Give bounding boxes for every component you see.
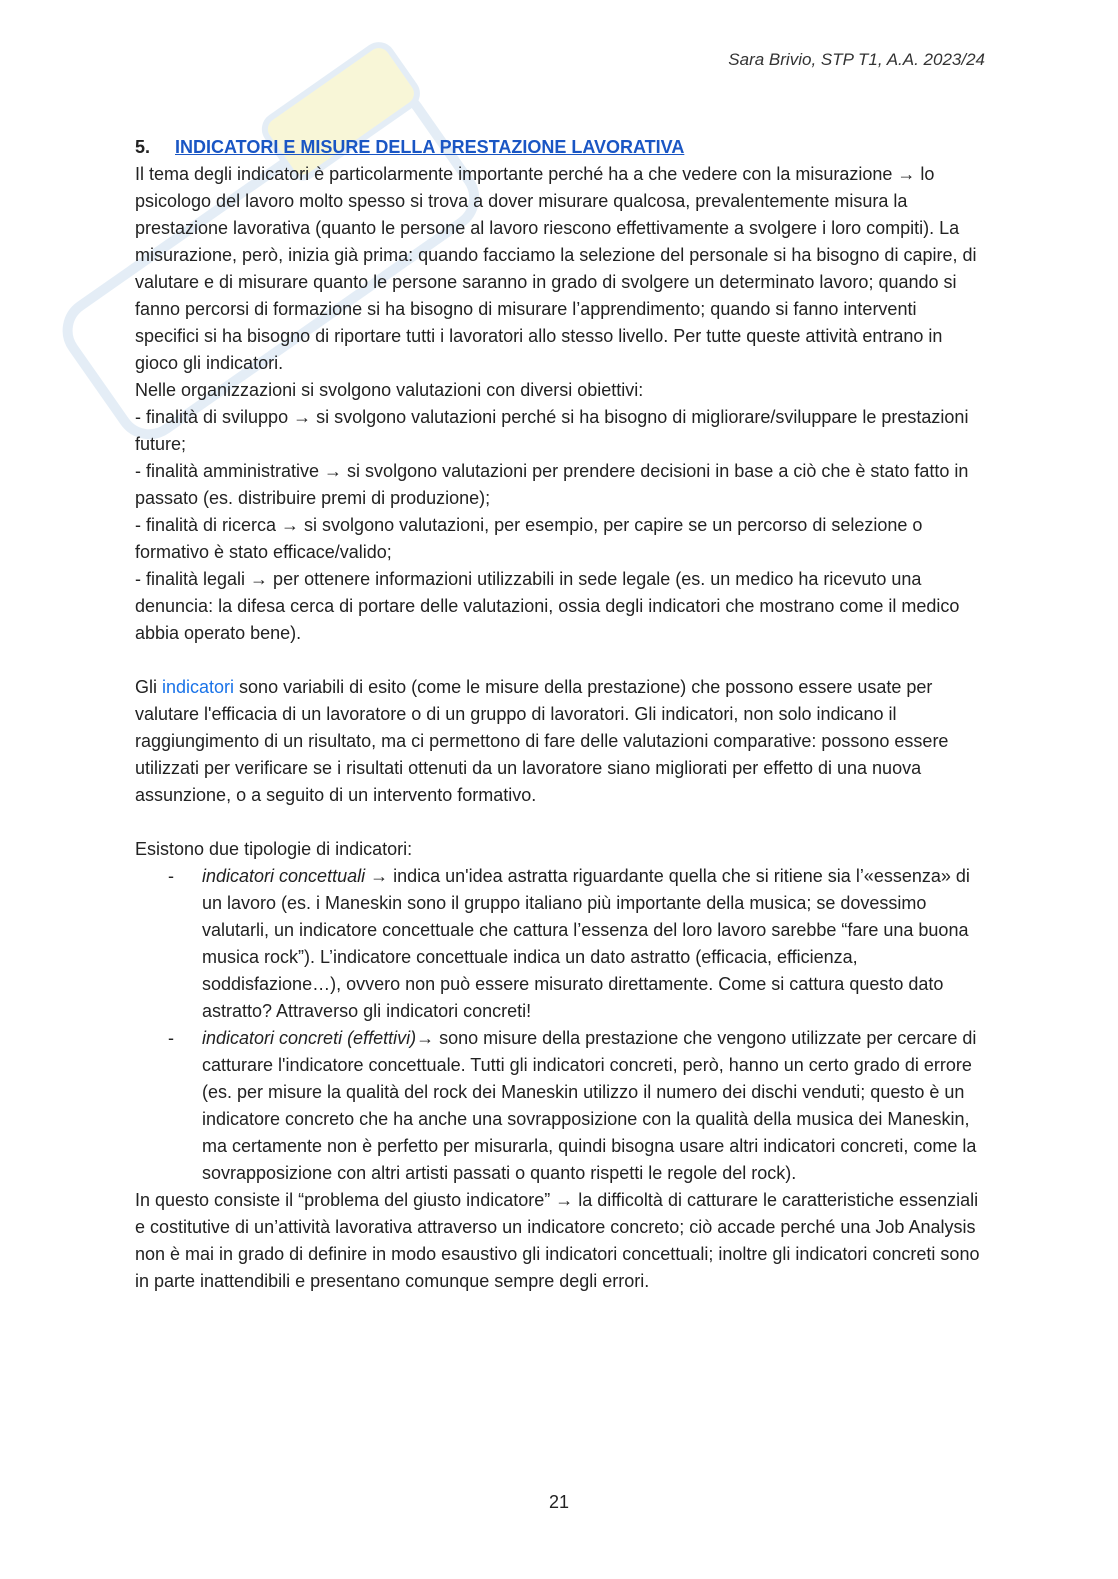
types-list <box>135 863 985 1187</box>
definition-term: indicatori <box>162 677 235 697</box>
objectives-intro: Nelle organizzazioni si svolgono valutazioni con diversi obiettivi: <box>135 380 644 400</box>
page-content <box>135 134 985 1295</box>
type-text: → sono misure della prestazione che vengono utilizzate per cercare di catturare l'indicatore concettuale. Tutti gli indicatori concreti, però, hanno un certo grado di errore (es. per misure la qualità del rock dei Maneskin utilizzo il numero dei dischi venduti; questo è un indicatore concreto che ha anche una sovrapposizione con la qualità della musica dei Maneskin, ma certamente non è perfetto per misurarla, quindi bisogna usare altri indicatori concreti, come la sovrapposizione con altri artisti passati o quanto rispetti le regole del rock). <box>202 1028 977 1183</box>
list-dash: - <box>168 1028 174 1048</box>
definition-text: sono variabili di esito (come le misure della prestazione) che possono essere usate per valutare l'efficacia di un lavoratore o di un gruppo di lavoratori. Gli indicatori, non solo indicano il raggiungimento di un risultato, ma ci permettono di fare delle valutazioni comparative: possono essere utilizzati per verificare se i risultati ottenuti da un lavoratore siano migliorati per effetto di una nuova assunzione, o a seguito di un intervento formativo. <box>135 677 949 805</box>
conclusion-paragraph: In questo consiste il “problema del giusto indicatore” → la difficoltà di catturare le caratteristiche essenziali e costitutive di un’attività lavorativa attraverso un indicatore concreto; ciò accade perché una Job Analysis non è mai in grado di definire in modo esaustivo gli indicatori concettuali; inoltre gli indicatori concreti sono in parte inattendibili e presentano comunque sempre degli errori. <box>135 1190 980 1291</box>
spacer <box>135 809 985 836</box>
spacer <box>135 647 985 674</box>
section-title-link[interactable]: INDICATORI E MISURE DELLA PRESTAZIONE LAVORATIVA <box>175 137 685 157</box>
types-list-item <box>135 863 985 1025</box>
definition-lead: Gli <box>135 677 162 697</box>
intro-paragraph: Il tema degli indicatori è particolarmente importante perché ha a che vedere con la misurazione → lo psicologo del lavoro molto spesso si trova a dover misurare qualcosa, prevalentemente misura la prestazione lavorativa (quanto le persone al lavoro riescono effettivamente a svolgere i loro compiti). La misurazione, però, inizia già prima: quando facciamo la selezione del personale si ha bisogno di capire, di valutare e di misurare quanto le persone saranno in grado di svolgere un determinato lavoro; quando si fanno percorsi di formazione si ha bisogno di misurare l’apprendimento; quando si fanno interventi specifici si ha bisogno di riportare tutti i lavoratori allo stesso livello. Per tutte queste attività entrano in gioco gli indicatori. <box>135 164 977 373</box>
page-number: 21 <box>548 1492 570 1512</box>
objective-item: - finalità legali → per ottenere informazioni utilizzabili in sede legale (es. un medico ha ricevuto una denuncia: la difesa cerca di portare delle valutazioni, ossia degli indicatori che mostrano come il medico abbia operato bene). <box>135 569 960 643</box>
section-number: 5. <box>135 137 151 157</box>
objective-item: - finalità di ricerca → si svolgono valutazioni, per esempio, per capire se un percorso di selezione o formativo è stato efficace/valido; <box>135 515 923 562</box>
section-heading <box>135 134 985 161</box>
list-dash: - <box>168 866 174 886</box>
types-intro: Esistono due tipologie di indicatori: <box>135 839 413 859</box>
definition-paragraph <box>135 674 985 809</box>
type-term: indicatori concettuali <box>202 866 366 886</box>
page-header: Sara Brivio, STP T1, A.A. 2023/24 <box>728 50 985 69</box>
types-list-item <box>135 1025 985 1187</box>
type-term: indicatori concreti (effettivi) <box>202 1028 417 1048</box>
objective-item: - finalità amministrative → si svolgono valutazioni per prendere decisioni in base a ciò che è stato fatto in passato (es. distribuire premi di produzione); <box>135 461 969 508</box>
objective-item: - finalità di sviluppo → si svolgono valutazioni perché si ha bisogno di migliorare/sviluppare le prestazioni future; <box>135 407 969 454</box>
type-text: → indica un'idea astratta riguardante quella che si ritiene sia l’«essenza» di un lavoro (es. i Maneskin sono il gruppo italiano più importante della musica; se dovessimo valutarli, un indicatore concettuale che cattura l’essenza del loro lavoro sarebbe “fare una buona musica rock”). L’indicatore concettuale indica un dato astratto (efficacia, efficienza, soddisfazione…), ovvero non può essere misurato direttamente. Come si cattura questo dato astratto? Attraverso gli indicatori concreti! <box>202 866 970 1021</box>
